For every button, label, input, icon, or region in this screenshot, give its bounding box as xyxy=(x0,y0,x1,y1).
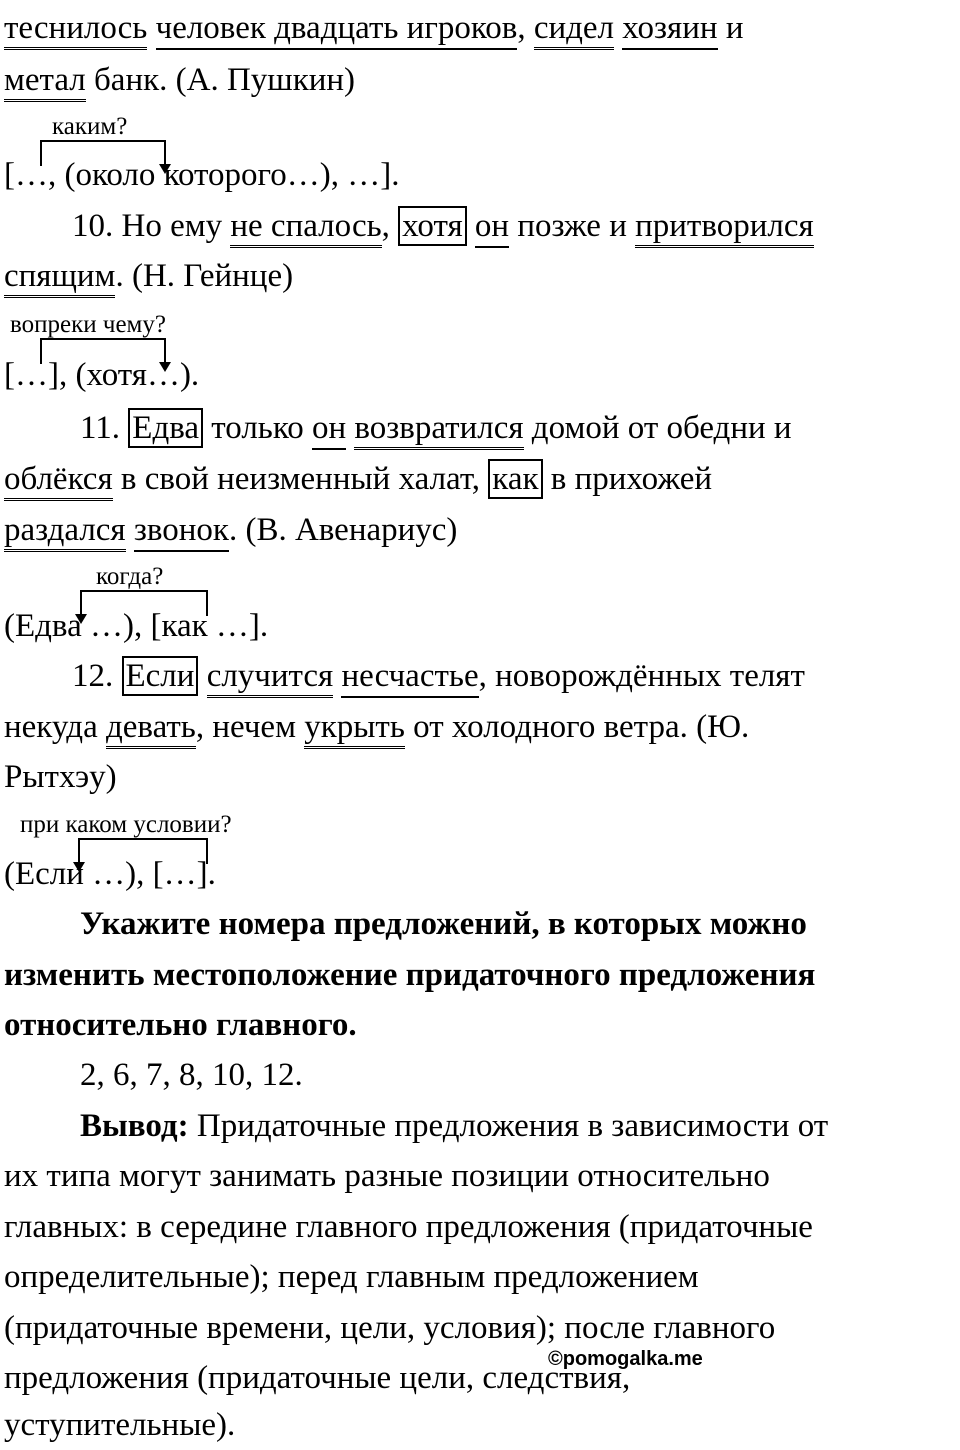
scheme-question: при каком условии? xyxy=(20,811,232,838)
text: и xyxy=(717,10,744,46)
subject: хозяин xyxy=(622,10,717,50)
conclusion-line: предложения (придаточные цели, следствия, xyxy=(4,1360,631,1396)
text-line xyxy=(4,60,355,100)
conclusion-line: определительные); перед главным предложением xyxy=(4,1259,699,1295)
text: только xyxy=(203,410,312,446)
sentence-number: 12. xyxy=(72,658,122,694)
space xyxy=(467,208,475,244)
text-line xyxy=(80,408,792,448)
predicate: возвратился xyxy=(354,410,523,450)
subject: звонок xyxy=(134,512,229,552)
predicate: раздался xyxy=(4,512,126,552)
conclusion-line: уступительные). xyxy=(4,1407,236,1443)
space xyxy=(147,10,155,46)
scheme: […], (хотя…). xyxy=(4,357,200,393)
space xyxy=(126,512,134,548)
scheme-question: вопреки чему? xyxy=(10,311,166,338)
text-line xyxy=(72,206,814,246)
sentence-number: 11. xyxy=(80,410,129,446)
text: позже и xyxy=(509,208,636,244)
text: домой от обедни и xyxy=(523,410,792,446)
conjunction-box: как xyxy=(488,459,542,499)
sentence-number: 10. Но ему xyxy=(72,208,231,244)
text-line xyxy=(4,459,712,499)
space xyxy=(198,658,206,694)
text-line xyxy=(4,256,293,296)
conclusion-line: их типа могут занимать разные позиции относительно xyxy=(4,1158,770,1194)
text-line xyxy=(72,656,805,696)
text-line xyxy=(4,8,743,48)
text: Придаточные предложения в зависимости от xyxy=(188,1108,829,1144)
predicate: теснилось xyxy=(4,10,147,50)
predicate: девать xyxy=(106,709,196,749)
text: в свой неизменный халат, xyxy=(112,461,489,497)
text: банк. (А. Пушкин) xyxy=(85,62,356,98)
predicate: не спалось xyxy=(230,208,381,248)
scheme: (Едва …), [как …]. xyxy=(4,608,269,644)
conclusion-line: главных: в середине главного предложения (придаточные xyxy=(4,1209,813,1245)
text-line xyxy=(4,707,749,747)
predicate: облёкся xyxy=(4,461,113,501)
conclusion-line: (придаточные времени, цели, условия); после главного xyxy=(4,1310,776,1346)
predicate: сидел xyxy=(534,10,614,50)
task-line: изменить местоположение придаточного предложения xyxy=(4,957,816,993)
text: некуда xyxy=(4,709,106,745)
task-line: Укажите номера предложений, в которых можно xyxy=(80,906,807,942)
text: , нечем xyxy=(195,709,305,745)
conjunction-box: Если xyxy=(122,656,199,696)
text: от холодного ветра. (Ю. xyxy=(404,709,750,745)
predicate: укрыть xyxy=(304,709,405,749)
conjunction-box: хотя xyxy=(398,206,466,246)
author: . (В. Авенариус) xyxy=(228,512,458,548)
predicate: притворился xyxy=(635,208,814,248)
text: , новорождённых телят xyxy=(478,658,805,694)
conclusion-label: Вывод: xyxy=(80,1108,189,1144)
subject: он xyxy=(312,410,346,450)
scheme: (Если …), […]. xyxy=(4,856,216,892)
text: в прихожей xyxy=(542,461,713,497)
answer: 2, 6, 7, 8, 10, 12. xyxy=(80,1057,303,1093)
author: . (Н. Гейнце) xyxy=(115,258,294,294)
scheme-question: когда? xyxy=(96,563,164,590)
subject: он xyxy=(475,208,509,248)
punct: , xyxy=(517,10,534,46)
task-line: относительно главного. xyxy=(4,1007,357,1043)
subject: несчастье xyxy=(341,658,478,698)
text-line: Рытхэу) xyxy=(4,759,117,795)
subject: человек двадцать игроков xyxy=(156,10,518,50)
predicate: случится xyxy=(207,658,334,698)
predicate: спящим xyxy=(4,258,115,298)
predicate: метал xyxy=(4,62,86,102)
scheme-question: каким? xyxy=(52,113,128,140)
conclusion-line xyxy=(80,1106,828,1146)
scheme: […, (около которого…), …]. xyxy=(4,157,400,193)
text-line xyxy=(4,510,457,550)
punct: , xyxy=(381,208,399,244)
watermark: ©pomogalka.me xyxy=(548,1348,703,1370)
conjunction-box: Едва xyxy=(128,408,203,448)
